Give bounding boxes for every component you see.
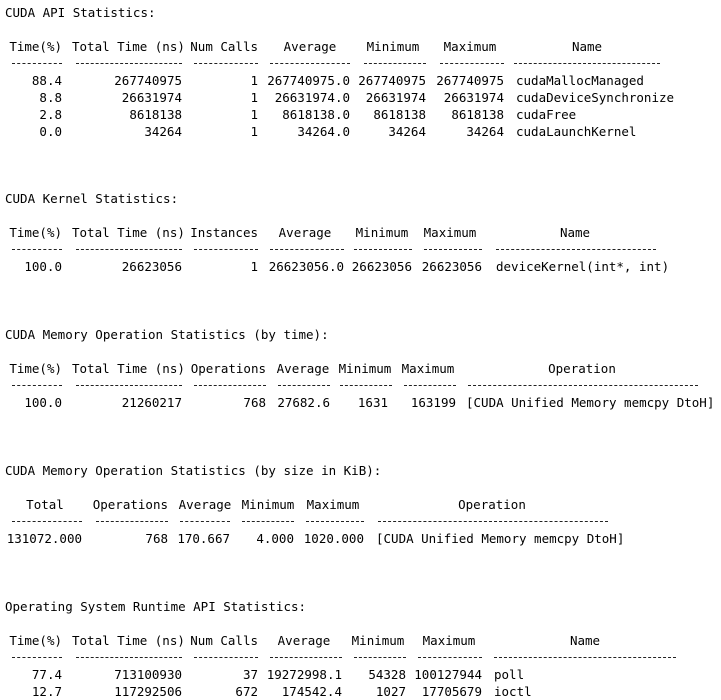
dash-divider xyxy=(96,521,168,522)
cell-time-pct: 77.4 xyxy=(31,667,62,682)
cell-time-pct: 100.0 xyxy=(24,259,62,274)
header-divider xyxy=(0,55,721,72)
cell-total-time: 26631974 xyxy=(121,90,182,105)
cell-name: ioctl xyxy=(494,684,532,699)
col-header: Num Calls xyxy=(190,39,258,54)
cell-average: 26623056.0 xyxy=(268,259,344,274)
cell-total-time: 117292506 xyxy=(114,684,182,699)
cell-operations: 768 xyxy=(243,395,266,410)
cell-total-time: 713100930 xyxy=(114,667,182,682)
dash-divider xyxy=(364,63,426,64)
cell-time-pct: 88.4 xyxy=(31,73,62,88)
cell-minimum: 1631 xyxy=(357,395,388,410)
col-header: Name xyxy=(559,225,591,240)
dash-divider xyxy=(270,657,342,658)
cell-total-time: 21260217 xyxy=(121,395,182,410)
dash-divider xyxy=(378,521,608,522)
cell-average: 34264.0 xyxy=(297,124,350,139)
cell-maximum: 163199 xyxy=(410,395,456,410)
dash-divider xyxy=(354,249,412,250)
cell-maximum: 26631974 xyxy=(443,90,504,105)
cell-time-pct: 100.0 xyxy=(24,395,62,410)
header-divider xyxy=(0,513,721,530)
col-header: Average xyxy=(278,225,332,240)
cell-average: 170.667 xyxy=(177,531,230,546)
cell-average: 19272998.1 xyxy=(266,667,342,682)
col-header: Maximum xyxy=(401,361,455,376)
section-os-runtime-api xyxy=(0,598,721,700)
cell-maximum: 100127944 xyxy=(414,667,482,682)
dash-divider xyxy=(194,63,258,64)
col-header: Num Calls xyxy=(190,633,258,648)
section-title: CUDA API Statistics: xyxy=(5,5,156,20)
col-header: Maximum xyxy=(306,497,360,512)
cell-total: 131072.000 xyxy=(6,531,82,546)
cell-minimum: 8618138 xyxy=(373,107,426,122)
dash-divider xyxy=(194,385,266,386)
col-header: Average xyxy=(277,633,331,648)
cell-maximum: 26623056 xyxy=(421,259,482,274)
dash-divider xyxy=(12,657,62,658)
cell-minimum: 34264 xyxy=(388,124,426,139)
dash-divider xyxy=(494,657,676,658)
col-header: Operations xyxy=(92,497,168,512)
dash-divider xyxy=(418,657,482,658)
section-cuda-kernel xyxy=(0,190,721,274)
table-row xyxy=(0,683,721,700)
col-header: Name xyxy=(569,633,601,648)
col-header: Minimum xyxy=(351,633,405,648)
dash-divider xyxy=(496,249,656,250)
cell-num-calls: 37 xyxy=(242,667,258,682)
cell-total-time: 26623056 xyxy=(121,259,182,274)
cell-average: 8618138.0 xyxy=(282,107,350,122)
cell-maximum: 1020.000 xyxy=(303,531,364,546)
dash-divider xyxy=(468,385,698,386)
dash-divider xyxy=(76,249,182,250)
table-header-row xyxy=(0,360,721,377)
cell-total-time: 8618138 xyxy=(129,107,182,122)
section-memory-by-size xyxy=(0,462,721,546)
dash-divider xyxy=(270,249,344,250)
col-header: Average xyxy=(276,361,330,376)
col-header: Total xyxy=(26,497,64,512)
col-header: Name xyxy=(571,39,603,54)
col-header: Minimum xyxy=(355,225,409,240)
cell-name: cudaDeviceSynchronize xyxy=(516,90,675,105)
table-row xyxy=(0,394,721,411)
cell-num-calls: 1 xyxy=(250,124,258,139)
table-header-row xyxy=(0,496,721,513)
cell-minimum: 4.000 xyxy=(256,531,294,546)
cell-maximum: 8618138 xyxy=(451,107,504,122)
dash-divider xyxy=(340,385,392,386)
col-header: Maximum xyxy=(422,633,476,648)
dash-divider xyxy=(404,385,456,386)
dash-divider xyxy=(12,249,62,250)
col-header: Maximum xyxy=(423,225,477,240)
cell-total-time: 34264 xyxy=(144,124,182,139)
dash-divider xyxy=(440,63,504,64)
section-title: CUDA Memory Operation Statistics (by size in KiB): xyxy=(5,463,382,478)
cell-num-calls: 672 xyxy=(235,684,258,699)
dash-divider xyxy=(354,657,406,658)
table-header-row xyxy=(0,632,721,649)
col-header: Total Time (ns) xyxy=(72,361,185,376)
dash-divider xyxy=(76,657,182,658)
cell-name: deviceKernel(int*, int) xyxy=(496,259,670,274)
col-header: Time(%) xyxy=(9,633,62,648)
cell-num-calls: 1 xyxy=(250,73,258,88)
cell-name: cudaLaunchKernel xyxy=(516,124,637,139)
header-divider xyxy=(0,649,721,666)
cell-average: 27682.6 xyxy=(277,395,330,410)
dash-divider xyxy=(194,657,258,658)
cell-maximum: 267740975 xyxy=(436,73,504,88)
cell-time-pct: 0.0 xyxy=(39,124,62,139)
dash-divider xyxy=(242,521,294,522)
cell-average: 174542.4 xyxy=(281,684,342,699)
col-header: Average xyxy=(283,39,337,54)
dash-divider xyxy=(278,385,330,386)
col-header: Average xyxy=(178,497,232,512)
section-title: CUDA Kernel Statistics: xyxy=(5,191,179,206)
cell-average: 267740975.0 xyxy=(267,73,350,88)
col-header: Time(%) xyxy=(9,225,62,240)
dash-divider xyxy=(12,521,82,522)
col-header: Time(%) xyxy=(9,39,62,54)
cell-time-pct: 12.7 xyxy=(31,684,62,699)
col-header: Total Time (ns) xyxy=(72,225,185,240)
cell-total-time: 267740975 xyxy=(114,73,182,88)
cell-minimum: 26631974 xyxy=(365,90,426,105)
cell-average: 26631974.0 xyxy=(274,90,350,105)
col-header: Operation xyxy=(548,361,616,376)
dash-divider xyxy=(180,521,230,522)
cell-instances: 1 xyxy=(250,259,258,274)
header-divider xyxy=(0,377,721,394)
cell-num-calls: 1 xyxy=(250,107,258,122)
cell-time-pct: 2.8 xyxy=(39,107,62,122)
table-row xyxy=(0,106,721,123)
cell-operation: [CUDA Unified Memory memcpy DtoH] xyxy=(466,395,715,410)
cell-operations: 768 xyxy=(145,531,168,546)
col-header: Operations xyxy=(190,361,266,376)
col-header: Minimum xyxy=(366,39,420,54)
cell-name: cudaFree xyxy=(516,107,577,122)
cell-num-calls: 1 xyxy=(250,90,258,105)
col-header: Minimum xyxy=(338,361,392,376)
dash-divider xyxy=(270,63,350,64)
cell-maximum: 34264 xyxy=(466,124,504,139)
col-header: Minimum xyxy=(241,497,295,512)
dash-divider xyxy=(194,249,258,250)
dash-divider xyxy=(12,63,62,64)
section-memory-by-time xyxy=(0,326,721,410)
cell-name: poll xyxy=(494,667,525,682)
col-header: Maximum xyxy=(443,39,497,54)
table-header-row xyxy=(0,38,721,55)
dash-divider xyxy=(424,249,482,250)
table-row xyxy=(0,666,721,683)
col-header: Operation xyxy=(458,497,526,512)
dash-divider xyxy=(76,385,182,386)
col-header: Total Time (ns) xyxy=(72,39,185,54)
table-row xyxy=(0,530,721,547)
table-row xyxy=(0,123,721,140)
table-row xyxy=(0,72,721,89)
table-row xyxy=(0,89,721,106)
dash-divider xyxy=(76,63,182,64)
dash-divider xyxy=(12,385,62,386)
col-header: Time(%) xyxy=(9,361,62,376)
section-title: Operating System Runtime API Statistics: xyxy=(5,599,307,614)
dash-divider xyxy=(306,521,364,522)
cell-minimum: 1027 xyxy=(375,684,406,699)
dash-divider xyxy=(514,63,660,64)
col-header: Instances xyxy=(190,225,258,240)
cell-minimum: 267740975 xyxy=(358,73,426,88)
cell-minimum: 26623056 xyxy=(351,259,412,274)
header-divider xyxy=(0,241,721,258)
table-row xyxy=(0,258,721,275)
section-cuda-api xyxy=(0,4,721,139)
table-header-row xyxy=(0,224,721,241)
cell-operation: [CUDA Unified Memory memcpy DtoH] xyxy=(376,531,625,546)
cell-minimum: 54328 xyxy=(368,667,406,682)
section-title: CUDA Memory Operation Statistics (by time): xyxy=(5,327,329,342)
col-header: Total Time (ns) xyxy=(72,633,185,648)
cell-time-pct: 8.8 xyxy=(39,90,62,105)
cell-name: cudaMallocManaged xyxy=(516,73,644,88)
cell-maximum: 17705679 xyxy=(421,684,482,699)
